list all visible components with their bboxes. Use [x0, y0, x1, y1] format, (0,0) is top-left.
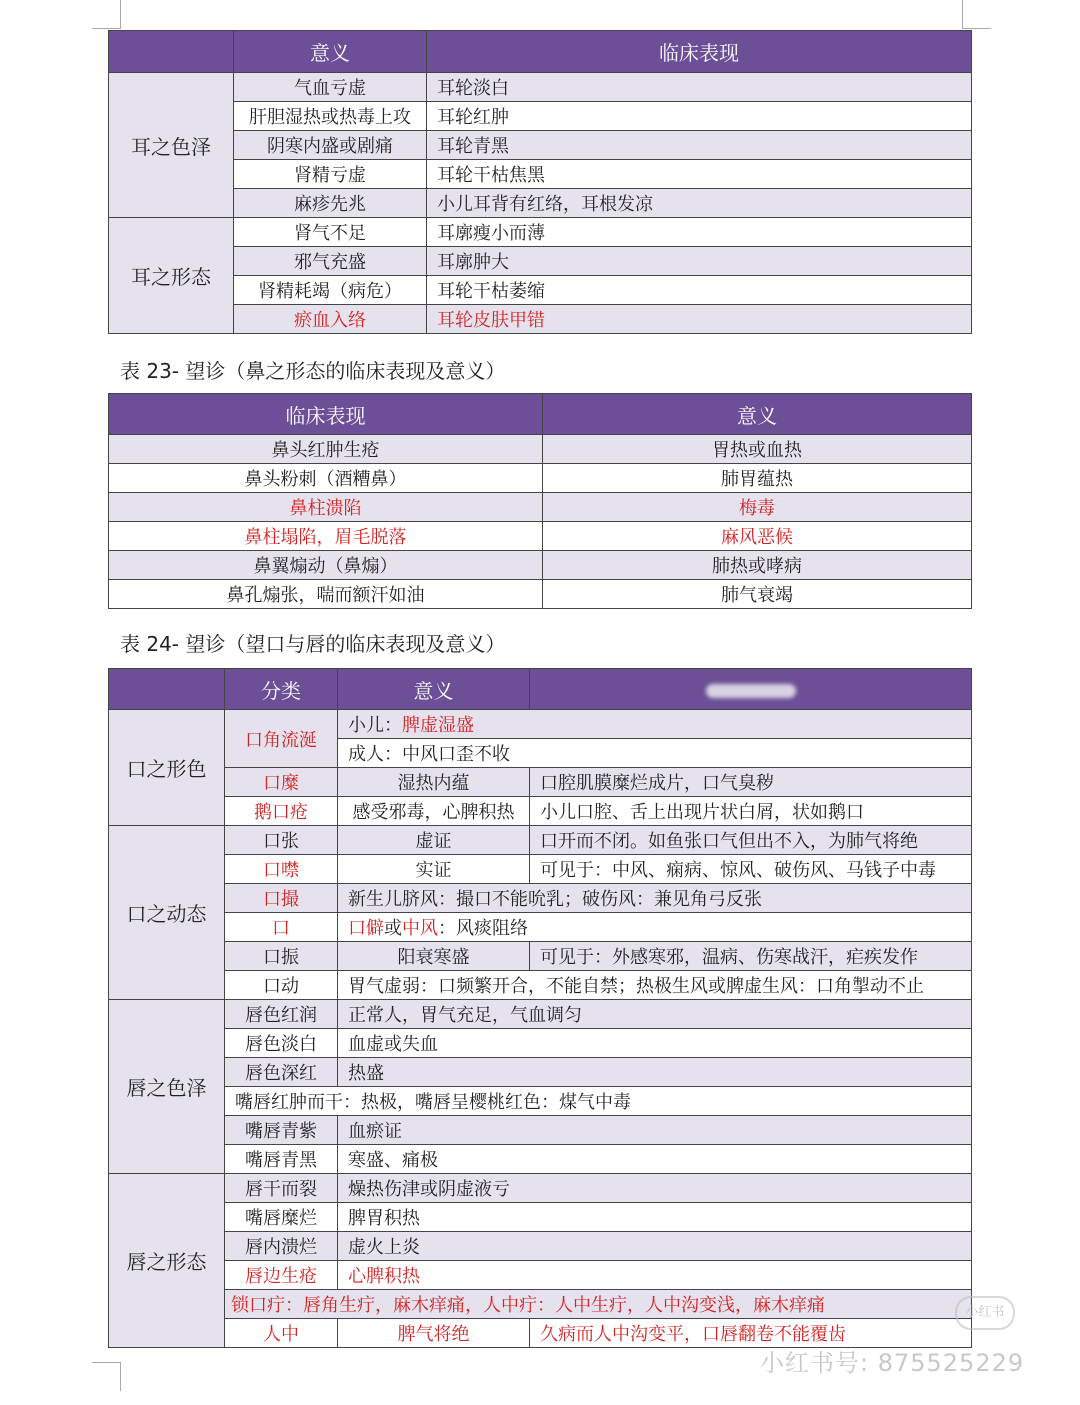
meaning-cell: 寒盛、痛极 — [338, 1145, 972, 1174]
crop-mark-top-left — [92, 0, 121, 29]
group-lip-shape: 唇之形态 — [109, 1174, 225, 1348]
meaning-cell: 血虚或失血 — [338, 1029, 972, 1058]
category-cell: 唇干而裂 — [225, 1174, 338, 1203]
meaning-cell: 麻风恶候 — [543, 522, 972, 551]
category-cell: 口撮 — [225, 884, 338, 913]
category-cell: 口糜 — [225, 768, 338, 797]
meaning-cell: 肺热或哮病 — [543, 551, 972, 580]
clinical-cell: 鼻头红肿生疮 — [109, 435, 543, 464]
category-cell: 唇色深红 — [225, 1058, 338, 1087]
clinical-cell: 鼻头粉刺（酒糟鼻） — [109, 464, 543, 493]
clinical-cell: 耳轮淡白 — [427, 73, 972, 102]
meaning-cell: 小儿：脾虚湿盛 — [338, 710, 972, 739]
header-blurred — [530, 669, 972, 710]
header-clinical: 临床表现 — [109, 394, 543, 435]
header-meaning: 意义 — [234, 31, 427, 73]
meaning-cell: 肺气衰竭 — [543, 580, 972, 609]
meaning-cell: 热盛 — [338, 1058, 972, 1087]
meaning-cell: 虚证 — [338, 826, 530, 855]
clinical-cell: 口开而不闭。如鱼张口气但出不入，为肺气将绝 — [530, 826, 972, 855]
clinical-cell: 可见于：外感寒邪，温病、伤寒战汗，疟疾发作 — [530, 942, 972, 971]
clinical-cell: 可见于：中风、痫病、惊风、破伤风、马钱子中毒 — [530, 855, 972, 884]
header-blank — [109, 31, 234, 73]
category-cell: 口噤 — [225, 855, 338, 884]
category-cell: 口振 — [225, 942, 338, 971]
meaning-cell: 脾胃积热 — [338, 1203, 972, 1232]
group-mouth-motion: 口之动态 — [109, 826, 225, 1000]
meaning-cell: 肾气不足 — [234, 218, 427, 247]
category-cell: 口角流涎 — [225, 710, 338, 768]
category-cell: 口 — [225, 913, 338, 942]
category-cell: 唇边生疮 — [225, 1261, 338, 1290]
clinical-cell: 鼻柱塌陷，眉毛脱落 — [109, 522, 543, 551]
meaning-cell: 梅毒 — [543, 493, 972, 522]
meaning-cell: 感受邪毒，心脾积热 — [338, 797, 530, 826]
meaning-cell: 肺胃蕴热 — [543, 464, 972, 493]
table-24-caption: 表 24- 望诊（望口与唇的临床表现及意义） — [120, 632, 506, 656]
watermark-text: 小红书号: 875525229 — [760, 1349, 1025, 1377]
table-23-caption: 表 23- 望诊（鼻之形态的临床表现及意义） — [120, 359, 506, 383]
full-width-cell: 锁口疔：唇角生疔，麻木痒痛，人中疔：人中生疔，人中沟变浅，麻木痒痛 — [225, 1290, 972, 1319]
blurred-header-text — [706, 684, 796, 698]
category-cell: 唇色淡白 — [225, 1029, 338, 1058]
clinical-cell: 久病而人中沟变平，口唇翻卷不能覆齿 — [530, 1319, 972, 1348]
category-cell: 口张 — [225, 826, 338, 855]
meaning-cell: 肝胆湿热或热毒上攻 — [234, 102, 427, 131]
mouth-lips-table — [108, 668, 972, 1348]
meaning-cell: 心脾积热 — [338, 1261, 972, 1290]
clinical-cell: 耳轮红肿 — [427, 102, 972, 131]
meaning-cell: 燥热伤津或阴虚液亏 — [338, 1174, 972, 1203]
header-meaning: 意义 — [543, 394, 972, 435]
header-category: 分类 — [225, 669, 338, 710]
group-ear-color: 耳之色泽 — [109, 73, 234, 218]
clinical-cell: 鼻柱溃陷 — [109, 493, 543, 522]
clinical-cell: 耳轮干枯萎缩 — [427, 276, 972, 305]
nose-table — [108, 393, 972, 609]
clinical-cell: 鼻翼煽动（鼻煽） — [109, 551, 543, 580]
meaning-cell: 成人：中风口歪不收 — [338, 739, 972, 768]
meaning-cell: 脾气将绝 — [338, 1319, 530, 1348]
clinical-cell: 鼻孔煽张，喘而额汗如油 — [109, 580, 543, 609]
category-cell: 唇内溃烂 — [225, 1232, 338, 1261]
meaning-cell: 邪气充盛 — [234, 247, 427, 276]
category-cell: 嘴唇青黑 — [225, 1145, 338, 1174]
meaning-cell: 肾精耗竭（病危） — [234, 276, 427, 305]
meaning-cell: 阳衰寒盛 — [338, 942, 530, 971]
category-cell: 嘴唇青紫 — [225, 1116, 338, 1145]
watermark-logo: 小红书 — [955, 1296, 1015, 1330]
meaning-cell: 肾精亏虚 — [234, 160, 427, 189]
clinical-cell: 小儿口腔、舌上出现片状白屑，状如鹅口 — [530, 797, 972, 826]
category-cell: 嘴唇糜烂 — [225, 1203, 338, 1232]
meaning-cell: 口僻或中风：风痰阻络 — [338, 913, 972, 942]
ear-table — [108, 30, 972, 334]
meaning-cell: 实证 — [338, 855, 530, 884]
category-cell: 唇色红润 — [225, 1000, 338, 1029]
category-cell: 口动 — [225, 971, 338, 1000]
clinical-cell: 耳轮皮肤甲错 — [427, 305, 972, 334]
meaning-cell: 新生儿脐风：撮口不能吮乳；破伤风：兼见角弓反张 — [338, 884, 972, 913]
clinical-cell: 耳轮青黑 — [427, 131, 972, 160]
meaning-cell: 胃热或血热 — [543, 435, 972, 464]
clinical-cell: 口腔肌膜糜烂成片，口气臭秽 — [530, 768, 972, 797]
meaning-cell: 血瘀证 — [338, 1116, 972, 1145]
meaning-cell: 正常人，胃气充足，气血调匀 — [338, 1000, 972, 1029]
meaning-cell: 湿热内蕴 — [338, 768, 530, 797]
full-width-cell: 嘴唇红肿而干：热极，嘴唇呈樱桃红色：煤气中毒 — [225, 1087, 972, 1116]
crop-mark-bottom-left — [92, 1362, 121, 1391]
clinical-cell: 耳轮干枯焦黑 — [427, 160, 972, 189]
meaning-cell: 虚火上炎 — [338, 1232, 972, 1261]
group-mouth-form-color: 口之形色 — [109, 710, 225, 826]
header-blank — [109, 669, 225, 710]
clinical-cell: 耳廓瘦小而薄 — [427, 218, 972, 247]
meaning-cell: 麻疹先兆 — [234, 189, 427, 218]
header-meaning: 意义 — [338, 669, 530, 710]
meaning-cell: 胃气虚弱：口频繁开合，不能自禁；热极生风或脾虚生风：口角掣动不止 — [338, 971, 972, 1000]
group-lip-color: 唇之色泽 — [109, 1000, 225, 1174]
category-cell: 人中 — [225, 1319, 338, 1348]
meaning-cell: 瘀血入络 — [234, 305, 427, 334]
meaning-cell: 阴寒内盛或剧痛 — [234, 131, 427, 160]
group-ear-shape: 耳之形态 — [109, 218, 234, 334]
header-clinical: 临床表现 — [427, 31, 972, 73]
clinical-cell: 小儿耳背有红络，耳根发凉 — [427, 189, 972, 218]
meaning-cell: 气血亏虚 — [234, 73, 427, 102]
crop-mark-top-right — [962, 0, 991, 29]
category-cell: 鹅口疮 — [225, 797, 338, 826]
clinical-cell: 耳廓肿大 — [427, 247, 972, 276]
